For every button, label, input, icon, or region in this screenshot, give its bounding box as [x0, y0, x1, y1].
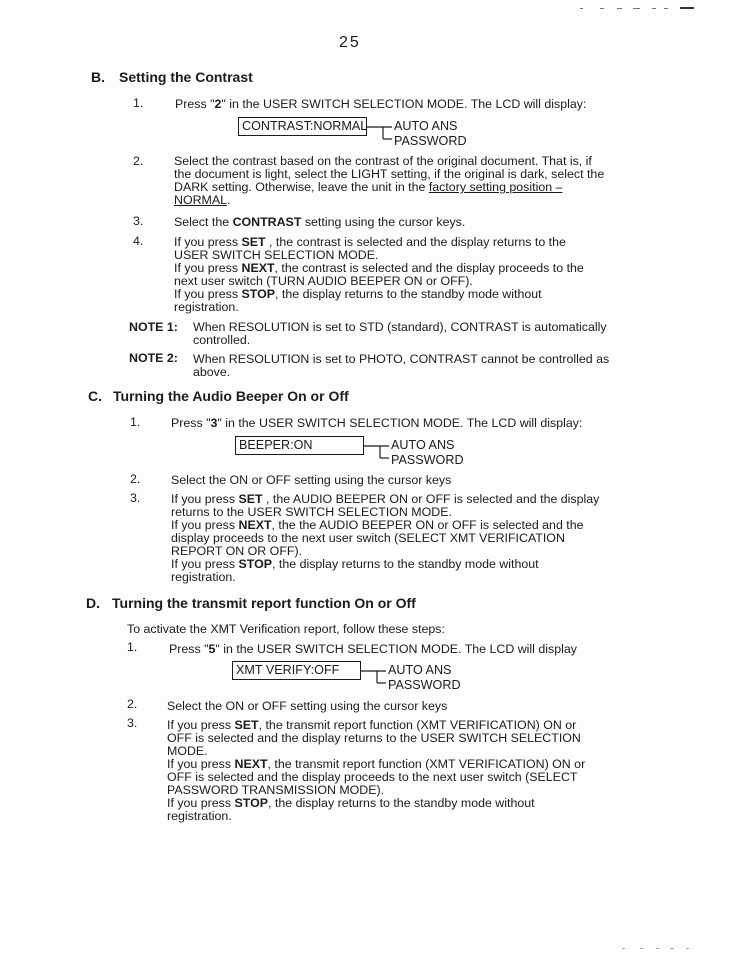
lcd-option-auto-ans: AUTO ANS	[394, 119, 458, 133]
step-text: Press "2" in the USER SWITCH SELECTION MODE. The LCD will display:	[175, 97, 587, 111]
scan-artifact	[622, 948, 625, 949]
step-text: registration.	[167, 809, 232, 823]
step-text: NORMAL.	[174, 193, 231, 207]
step-text: Select the ON or OFF setting using the cursor keys	[171, 473, 452, 487]
step-text: next user switch (TURN AUDIO BEEPER ON or OFF).	[174, 274, 473, 288]
section-c-heading: Turning the Audio Beeper On or Off	[113, 388, 349, 404]
step-text: Press "3" in the USER SWITCH SELECTION MODE. The LCD will display:	[171, 416, 583, 430]
scan-artifact	[680, 7, 694, 9]
step-text: registration.	[174, 300, 239, 314]
lcd-option-password: PASSWORD	[394, 134, 467, 148]
step-number: 3.	[127, 716, 138, 730]
scan-artifact	[670, 948, 674, 949]
step-text: If you press NEXT, the transmit report function (XMT VERIFICATION) ON or	[167, 757, 586, 771]
lcd-option-auto-ans: AUTO ANS	[388, 663, 452, 677]
scan-artifact	[686, 948, 689, 949]
scan-artifact	[580, 8, 583, 9]
step-number: 3.	[130, 491, 141, 505]
lcd-display: XMT VERIFY:OFF	[232, 661, 361, 680]
step-text: Select the contrast based on the contrast of the original document. That is, if	[174, 154, 592, 168]
lcd-connector	[363, 439, 393, 469]
note-text: above.	[193, 365, 231, 379]
scan-artifact	[656, 948, 659, 949]
note-text: When RESOLUTION is set to PHOTO, CONTRAST cannot be controlled as	[193, 352, 610, 366]
scan-artifact	[664, 8, 668, 9]
lcd-connector	[360, 664, 390, 694]
step-number: 2.	[130, 472, 141, 486]
step-number: 2.	[133, 154, 144, 168]
section-c-letter: C.	[88, 388, 102, 404]
step-text: PASSWORD TRANSMISSION MODE).	[167, 783, 385, 797]
lcd-connector	[366, 120, 396, 150]
section-b-letter: B.	[91, 69, 105, 85]
step-text: Select the ON or OFF setting using the cursor keys	[167, 699, 448, 713]
scan-artifact	[600, 8, 604, 9]
scan-artifact	[652, 8, 656, 9]
scan-artifact	[640, 948, 643, 949]
step-number: 1.	[133, 96, 144, 110]
step-text: If you press STOP, the display returns to the standby mode without	[171, 557, 539, 571]
lcd-option-password: PASSWORD	[391, 453, 464, 467]
step-text: If you press STOP, the display returns to the standby mode without	[167, 796, 535, 810]
note-text: When RESOLUTION is set to STD (standard), CONTRAST is automatically	[193, 320, 607, 334]
step-text: OFF is selected and the display returns to the USER SWITCH SELECTION	[167, 731, 581, 745]
note-label: NOTE 2:	[129, 351, 178, 365]
scan-artifact	[617, 8, 622, 9]
step-text: If you press SET, the transmit report function (XMT VERIFICATION) ON or	[167, 718, 577, 732]
step-number: 1.	[127, 640, 138, 654]
step-number: 3.	[133, 214, 144, 228]
step-number: 2.	[127, 697, 138, 711]
step-text: If you press NEXT, the contrast is selected and the display proceeds to the	[174, 261, 584, 275]
section-d-letter: D.	[86, 595, 100, 611]
lcd-display: CONTRAST:NORMAL	[238, 117, 367, 136]
scan-artifact	[633, 8, 640, 9]
step-text: REPORT ON OR OFF).	[171, 544, 303, 558]
step-text: If you press NEXT, the the AUDIO BEEPER ON or OFF is selected and the	[171, 518, 584, 532]
step-number: 1.	[130, 415, 141, 429]
step-text: DARK setting. Otherwise, leave the unit in the factory setting position –	[174, 180, 563, 194]
step-text: Select the CONTRAST setting using the cursor keys.	[174, 215, 466, 229]
step-text: display proceeds to the next user switch (SELECT XMT VERIFICATION	[171, 531, 565, 545]
step-text: If you press SET , the contrast is selected and the display returns to the	[174, 235, 566, 249]
step-text: If you press STOP, the display returns to the standby mode without	[174, 287, 542, 301]
lcd-option-auto-ans: AUTO ANS	[391, 438, 455, 452]
step-text: If you press SET , the AUDIO BEEPER ON or OFF is selected and the display	[171, 492, 600, 506]
page-number: 25	[339, 34, 361, 51]
step-text: Press "5" in the USER SWITCH SELECTION MODE. The LCD will display	[169, 642, 577, 656]
step-text: returns to the USER SWITCH SELECTION MODE.	[171, 505, 452, 519]
lcd-display: BEEPER:ON	[235, 436, 364, 455]
step-text: OFF is selected and the display proceeds to the next user switch (SELECT	[167, 770, 578, 784]
step-text: MODE.	[167, 744, 208, 758]
intro-text: To activate the XMT Verification report, follow these steps:	[127, 622, 445, 636]
step-text: the document is light, select the LIGHT setting, if the original is dark, select the	[174, 167, 605, 181]
note-text: controlled.	[193, 333, 251, 347]
section-b-heading: Setting the Contrast	[119, 69, 253, 85]
step-text: USER SWITCH SELECTION MODE.	[174, 248, 379, 262]
section-d-heading: Turning the transmit report function On or Off	[112, 595, 416, 611]
step-text: registration.	[171, 570, 236, 584]
step-number: 4.	[133, 234, 144, 248]
lcd-option-password: PASSWORD	[388, 678, 461, 692]
note-label: NOTE 1:	[129, 320, 178, 334]
